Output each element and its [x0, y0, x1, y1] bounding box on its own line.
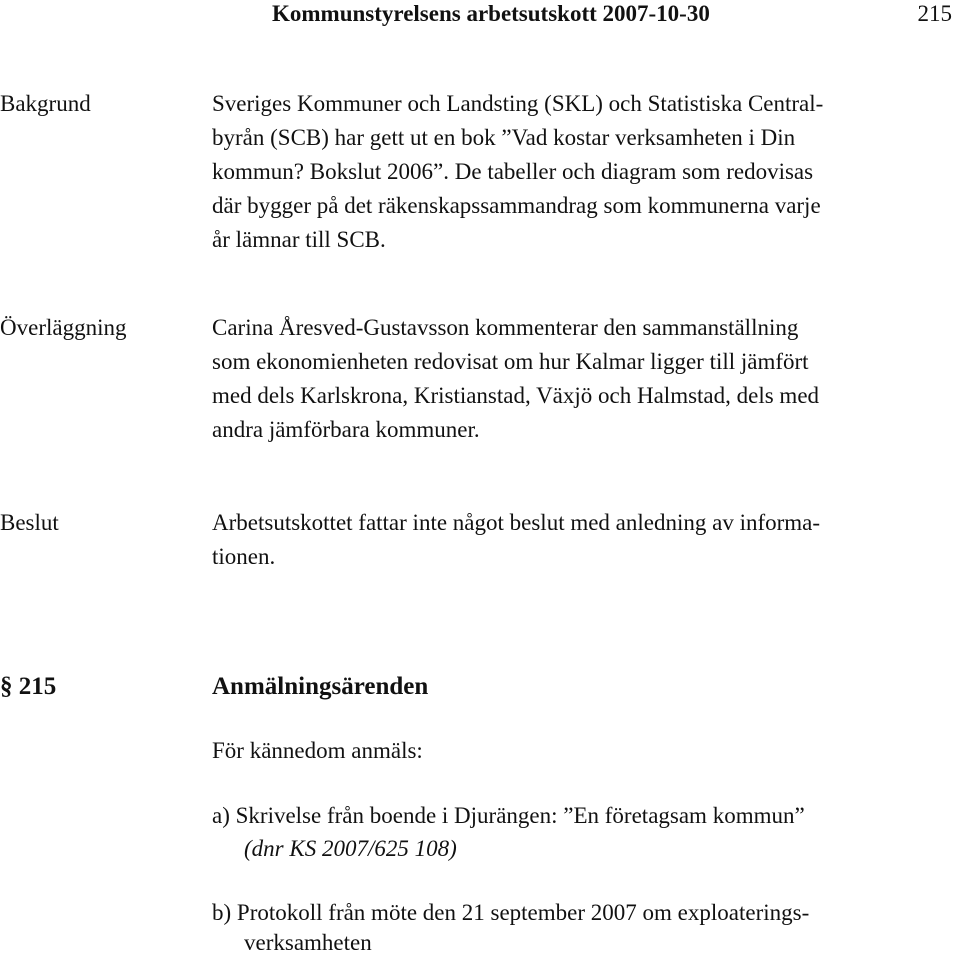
list-item-a-reference: (dnr KS 2007/625 108) — [244, 836, 457, 861]
paragraph-title: Anmälningsärenden — [212, 673, 429, 700]
text-line: Sveriges Kommuner och Landsting (SKL) och Statistiska Central- — [212, 91, 824, 116]
list-item-a: a) Skrivelse från boende i Djurängen: ”En företagsam kommun” — [212, 803, 805, 828]
text-line: tionen. — [212, 544, 276, 569]
text-line: där bygger på det räkenskapssammandrag som kommunerna varje — [212, 193, 821, 218]
text-line: Carina Åresved-Gustavsson kommenterar den sammanställning — [212, 315, 799, 340]
text-line: kommun? Bokslut 2006”. De tabeller och diagram som redovisas — [212, 159, 814, 184]
text-line: år lämnar till SCB. — [212, 227, 386, 252]
paragraph-number: § 215 — [0, 673, 57, 700]
section-text-overlaggning — [212, 311, 950, 447]
text-line: med dels Karlskrona, Kristianstad, Växjö och Halmstad, dels med — [212, 383, 820, 408]
page-number: 215 — [917, 1, 952, 26]
text-line: som ekonomienheten redovisat om hur Kalmar ligger till jämfört — [212, 349, 809, 374]
header-title: Kommunstyrelsens arbetsutskott 2007-10-30 — [272, 1, 710, 26]
section-label-overlaggning: Överläggning — [0, 315, 127, 340]
section-label-bakgrund: Bakgrund — [0, 91, 91, 116]
section-text-beslut — [212, 506, 950, 574]
section-label-beslut: Beslut — [0, 510, 59, 535]
list-item-b: b) Protokoll från möte den 21 september 2007 om exploaterings- — [212, 900, 810, 925]
text-line: byrån (SCB) har gett ut en bok ”Vad kostar verksamheten i Din — [212, 125, 796, 150]
paragraph-intro: För kännedom anmäls: — [212, 738, 423, 763]
text-line: Arbetsutskottet fattar inte något beslut med anledning av informa- — [212, 510, 821, 535]
section-text-bakgrund — [212, 87, 950, 257]
list-item-b-continuation: verksamheten — [244, 930, 372, 955]
text-line: andra jämförbara kommuner. — [212, 417, 480, 442]
